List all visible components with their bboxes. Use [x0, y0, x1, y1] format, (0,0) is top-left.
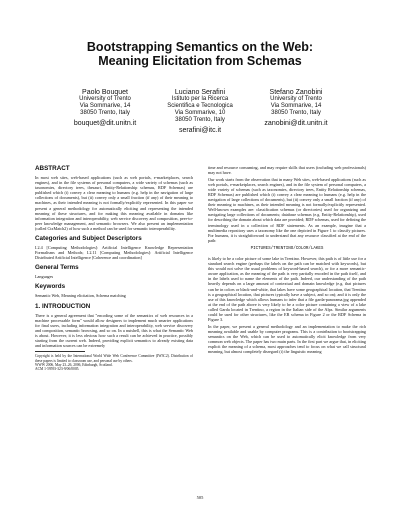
- author-email: serafini@itc.it: [178, 127, 222, 134]
- page-number: 505: [196, 495, 204, 500]
- introduction-heading: 1. INTRODUCTION: [35, 302, 91, 310]
- author-affiliation: Via Sommarive, 14: [270, 103, 322, 109]
- author-name: Paolo Bouquet: [82, 89, 128, 96]
- abstract-heading: ABSTRACT: [35, 165, 70, 172]
- general-terms-text: Languages: [35, 274, 54, 280]
- right-column: [208, 165, 366, 356]
- body-paragraph: In the paper, we present a general methodology and an implementation to make the rich meaning available and usable by computer programs. This is a contribution to bootstrapping semantics on the Web, which can be used to automatically elicit knowledge from very common web objects. The paper has two main parts. In the first part we argue that, in eliciting explicit the meaning of a schema, most approaches tend to focus on what we call structural meaning, but almost completely disregard (i) the linguistic meaning: [208, 323, 366, 355]
- author-affiliation: Istituto per la Ricerca: [171, 96, 229, 102]
- body-paragraph: Our work starts from the observation that in many Web sites, web-based applications (such as web portals, e-marketplaces, search engines), and in the file system of personal computers, a wide variety of schemas (such as taxonomies, directory trees, Entity Relationship schemas, RDF Schemas) are published which (i) convey a clear meaning to humans (e.g. help in the navigation of large collections of documents), but (ii) convey only a small fraction (if any) of their meaning to machines, as their intended meaning is not formally/explicitly represented. Well-known examples are: classification schemas (or directories) used for organizing and navigating large collections of documents; database schemas (e.g. Entity-Relationship), used for describing the domain about which data are provided; RDF schemas, used for defining the terminology used in a collection of RDF statements. As an example, imagine that a multimedia repository uses a taxonomy like the one depicted in Figure 1 to classify pictures. For humans, it is straightforward to understand that any resource classified at the end of the path:: [208, 176, 366, 243]
- footnote-rule: [35, 351, 85, 352]
- left-column: [35, 165, 193, 372]
- body-paragraph: time and resource consuming, and may require skills that users (including web professionals) may not have.: [208, 165, 366, 176]
- author-affiliation: Via Sommarive, 14: [79, 103, 131, 109]
- author-affiliation: University of Trento: [270, 96, 322, 102]
- author-affiliation: Via Sommarive, 10: [174, 110, 226, 116]
- paper-title-line-2: Meaning Elicitation from Schemas: [98, 54, 302, 68]
- categories-text: I.2.4 [Computing Methodologies]: Artificial Intelligence Knowledge Representation Formalisms and Methods; I.2.11 [Computing Methodologies]: Artificial Intelligence Distributed Artificial Intelligence [Coherence and coordination]: [35, 245, 193, 261]
- keywords-heading: Keywords: [35, 283, 66, 291]
- author-affiliation: 38050 Trento, Italy: [175, 117, 225, 123]
- author-name: Stefano Zanobini: [269, 89, 323, 96]
- author-block: [236, 89, 356, 127]
- author-affiliation: University of Trento: [79, 96, 131, 102]
- paper-title-line-1: Bootstrapping Semantics on the Web:: [86, 40, 314, 54]
- author-affiliation: Scientifica e Tecnologica: [167, 103, 233, 109]
- copyright-note: Copyright is held by the International World Wide Web Conference Committee (IW3C2). Distribution of these papers is limited to classroom use, and personal use by others.: [35, 354, 193, 363]
- abstract-text: In most web sites, web-based applications (such as web portals, e-marketplaces, search engines), and in the file systems of personal computers, a wide variety of schemas (such as taxonomies, directory trees, thesauri, Entity-Relationship schemas, RDF Schemas) are published which (i) convey a clear meaning to humans (e.g. help in the navigation of large collections of documents), but (ii) convey only a small fraction (if any) of their meaning to machines, as their intended meaning is not formally/explicitly represented. In this paper we present a general methodology for automatically eliciting and representing the intended meaning of these structures, and for making this meaning available in domains like information integration and interoperability, web service discovery and composition, peer-to-peer knowledge management, and semantic browsers. We also present an implementation (called CtxMatch2) of how such a method can be used for semantic interoperability.: [35, 175, 193, 231]
- author-affiliation: 38050 Trento, Italy: [271, 110, 321, 116]
- keywords-text: Semantic Web, Meaning elicitation, Schema matching: [35, 293, 126, 299]
- categories-heading: Categories and Subject Descriptors: [35, 235, 142, 243]
- author-name: Luciano Serafini: [174, 89, 226, 96]
- conference-note: WWW 2006, May 23–26, 2006, Edinburgh, Scotland.: [35, 362, 113, 367]
- introduction-text: There is a general agreement that "encoding some of the semantics of web resources in a machine processable form" would allow designers to implement much smarter applications for final users, including information integration and interoperability, web service discovery and composition, semantic browsing, and so on. In a nutshell, this is what the Semantic Web is about. However, it is less obvious how such a result can be achieved in practice, possibly starting from the current web. Indeed, providing explicit semantics to already existing data and information sources can be extremely: [35, 312, 193, 349]
- general-terms-heading: General Terms: [35, 264, 79, 272]
- author-email: zanobini@dit.unitn.it: [264, 120, 328, 127]
- body-paragraph: is likely to be a color picture of some lake in Trentino. However, this path is of little use for a standard search engine (perhaps the labels on the path can be matched with keywords), but this would not solve the usual problems of keyword-based search), or for a more semantic-aware application, as the meaning of the path is very partially encoded in the path itself, and in the labels used to name the elements of the path. Indeed, our understanding of the path heavily depends on a large amount of contextual and domain knowledge (e.g. that pictures can be in colors or black-and-white, that lakes have some geographical location, that Trentino is a geographical location, that pictures typically have a subject, and so on); and it is only the use of this knowledge which allows humans to infer that a file garda-panorama.jpg appended at the end of the path above is very likely to be a color picture containing a view of a lake called Garda located in Trentino, a region in the Italian side of the Alps. Similar arguments could be used for other structures, like the ER schema in Figure 2 or the RDF Schema in Figure 3.: [208, 256, 366, 323]
- author-affiliation: 38050 Trento, Italy: [80, 110, 130, 116]
- example-path: PICTURES/TRENTINO/COLOR/LAKES: [250, 246, 324, 251]
- acm-number: ACM 1-59593-323-9/06/0005.: [35, 367, 80, 372]
- author-email: bouquet@dit.unitn.it: [73, 120, 137, 127]
